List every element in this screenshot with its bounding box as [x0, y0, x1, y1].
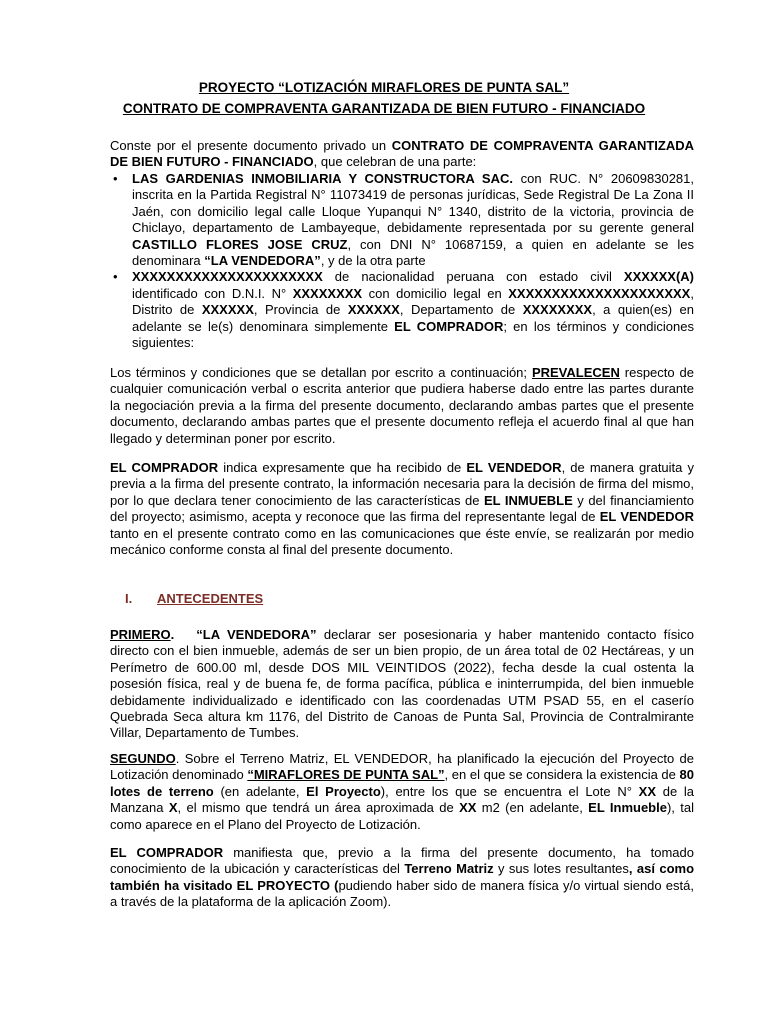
clause-text: de la Manzana — [110, 783, 695, 816]
seller-alias: “LA VENDEDORA” — [196, 627, 317, 642]
lot-area: XX — [459, 800, 477, 816]
section-heading-antecedentes — [125, 591, 263, 606]
buyer-address: XXXXXXXXXXXXXXXXXXXXX — [508, 285, 691, 301]
buyer-label: EL COMPRADOR — [110, 845, 224, 860]
seller-company: LAS GARDENIAS INMOBILIARIA Y CONSTRUCTORA SAC. — [132, 171, 513, 186]
clause-text: ), entre los que se encuentra el Lote N° — [380, 783, 639, 799]
project-alias: El Proyecto — [306, 783, 381, 799]
buyer-text: , a quien(es) en adelante se le(s) denominara simplemente — [132, 302, 694, 334]
terms-text-end: respecto de cualquier comunicación verbal o escrita anterior que pudiera haberse dado entre las partes durante la negociación previa a la firma del presente documento, declarando ambas partes que el presente documento, declarando ambas partes que el presente documento refleja el acuerdo final al que han llegado y determinan poner por escrito. — [110, 365, 695, 446]
clause-text: , en el que se considera la existencia de — [444, 767, 680, 783]
property-alias: EL Inmueble — [588, 800, 667, 816]
clause-text-end: ), tal como aparece en el Plano del Proyecto de Lotización. — [110, 800, 694, 832]
contract-title: CONTRATO DE COMPRAVENTA GARANTIZADA DE BIEN FUTURO - FINANCIADO — [122, 101, 646, 116]
clause-text: m2 (en adelante, — [476, 800, 589, 816]
intro-paragraph — [110, 138, 694, 171]
contract-name: CONTRATO DE COMPRAVENTA GARANTIZADA DE BIEN FUTURO - FINANCIADO — [110, 138, 694, 170]
block-letter: X — [168, 800, 178, 816]
terms-paragraph — [110, 365, 694, 447]
seller-dni: , con DNI N° 10687159, a quien en adelante se les denominara — [132, 236, 694, 269]
document-title: PROYECTO “LOTIZACIÓN MIRAFLORES DE PUNTA SAL” — [198, 80, 570, 95]
buyer-text: , Provincia de — [253, 302, 348, 318]
ack-text-end: pudiendo haber sido de manera física y/o virtual siendo está, a través de la plataforma de la aplicación Zoom). — [110, 877, 694, 910]
bullet-icon: • — [113, 171, 118, 186]
buyer-text: identificado con D.N.I. N° — [132, 285, 293, 301]
buyer-name: XXXXXXXXXXXXXXXXXXXXXX — [132, 269, 323, 285]
buyer-text: de nacionalidad peruana con estado civil — [322, 269, 624, 285]
buyer-para-text: , de manera gratuita y previa a la firma del presente contrato, la información necesaria para la decisión de firma del mismo, por lo que declara tener conocimiento de las características de — [110, 460, 695, 508]
seller-label: EL VENDEDOR — [466, 460, 562, 475]
party-seller-item — [110, 171, 694, 269]
seller-alias: “LA VENDEDORA” — [204, 253, 321, 269]
buyer-para-text-end: tanto en el presente contrato como en las comunicaciones que éste envíe, se realizarán por medio mecánico conforme consta al final del presente documento. — [110, 525, 694, 558]
intro-text-end: , que celebran de una parte: — [313, 154, 477, 170]
buyer-district: XXXXXX — [201, 302, 254, 318]
seller-details: con RUC. N° 20609830281, inscrita en la Partida Registral N° 11073419 de personas jurídicas, Sede Registral De La Zona II Jaén, con domicilio legal calle Lloque Yupanqui N° 1340, distrito de la victoria, provincia de Chiclayo, departamento de Lambayeque, debidamente representada por su gerente general — [132, 171, 694, 236]
clause-dot: . — [170, 627, 175, 642]
clause-dot: . — [175, 751, 180, 766]
clause-text: , el mismo que tendrá un área aproximada de — [177, 800, 460, 816]
section-number: I. — [125, 591, 133, 606]
buyer-dni: XXXXXXXX — [292, 285, 363, 301]
ack-bold-text: , así como también ha visitado EL PROYECTO ( — [110, 861, 695, 893]
buyer-para-text: y del financiamiento del proyecto; asimismo, acepta y reconoce que las firma del representante legal de — [110, 492, 695, 525]
seller-label: EL VENDEDOR — [599, 509, 694, 525]
buyer-civil-status: XXXXXX(A) — [623, 269, 694, 285]
clause-text: (en adelante, — [213, 783, 307, 799]
lot-number: XX — [638, 783, 656, 799]
buyer-label: EL COMPRADOR — [110, 460, 219, 475]
buyer-acknowledgement-paragraph — [110, 845, 694, 911]
clause-text: declarar ser posesionaria y haber mantenido contacto físico directo con el bien inmueble, además de ser un bien propio, de un área total de 02 Hectáreas, y un Perímetro de 600.00 ml, desde DOS MIL VEINTIDOS (2022), fecha desde la cual ostenta la posesión física, real y de buena fe, de forma pacífica, pública e ininterrumpida, del bien inmueble debidamente individualizado e identificado con las coordenadas UTM PSAD 55, en el caserío Quebrada Seca altura km 1176, del Distrito de Canoas de Punta Sal, Provincia de Contralmirante Villar, Departamento de Tumbes. — [110, 627, 694, 741]
buyer-alias: EL COMPRADOR — [394, 318, 504, 334]
buyer-province: XXXXXX — [347, 302, 400, 318]
party-buyer-item — [110, 269, 694, 351]
lot-count: 80 lotes de terreno — [110, 767, 694, 799]
buyer-department: XXXXXXXX — [522, 302, 593, 318]
parties-list — [110, 171, 694, 351]
buyer-para-text: indica expresamente que ha recibido de — [218, 460, 467, 475]
buyer-text: con domicilio legal en — [362, 285, 509, 301]
clause-text: Sobre el Terreno Matriz, EL VENDEDOR, ha planificado la ejecución del Proyecto de Lotización denominado — [110, 751, 694, 783]
buyer-paragraph — [110, 460, 694, 558]
prevalecen-label: PREVALECEN — [531, 365, 620, 380]
clause-label: SEGUNDO — [110, 751, 176, 766]
property-label: EL INMUEBLE — [483, 492, 573, 508]
seller-end: , y de la otra parte — [320, 253, 426, 269]
bullet-icon: • — [113, 269, 118, 285]
intro-text: Conste por el presente documento privado un — [110, 138, 392, 153]
clause-label: PRIMERO — [110, 627, 171, 642]
seller-manager: CASTILLO FLORES JOSE CRUZ — [132, 236, 348, 252]
matrix-land-label: Terreno Matriz — [404, 861, 494, 877]
buyer-text-end: ; en los términos y condiciones siguientes: — [132, 318, 694, 351]
section-title: ANTECEDENTES — [157, 591, 264, 606]
buyer-text: , Departamento de — [399, 302, 523, 318]
project-name: “MIRAFLORES DE PUNTA SAL” — [247, 767, 445, 783]
buyer-text: , Distrito de — [132, 285, 694, 318]
terms-text: Los términos y condiciones que se detallan por escrito a continuación; — [110, 365, 532, 380]
ack-text: manifiesta que, previo a la firma del presente documento, ha tomado conocimiento de la ubicación y características del — [110, 845, 694, 877]
clause-primero — [110, 627, 694, 742]
clause-segundo — [110, 751, 694, 833]
ack-text: y sus lotes resultantes — [493, 861, 629, 877]
